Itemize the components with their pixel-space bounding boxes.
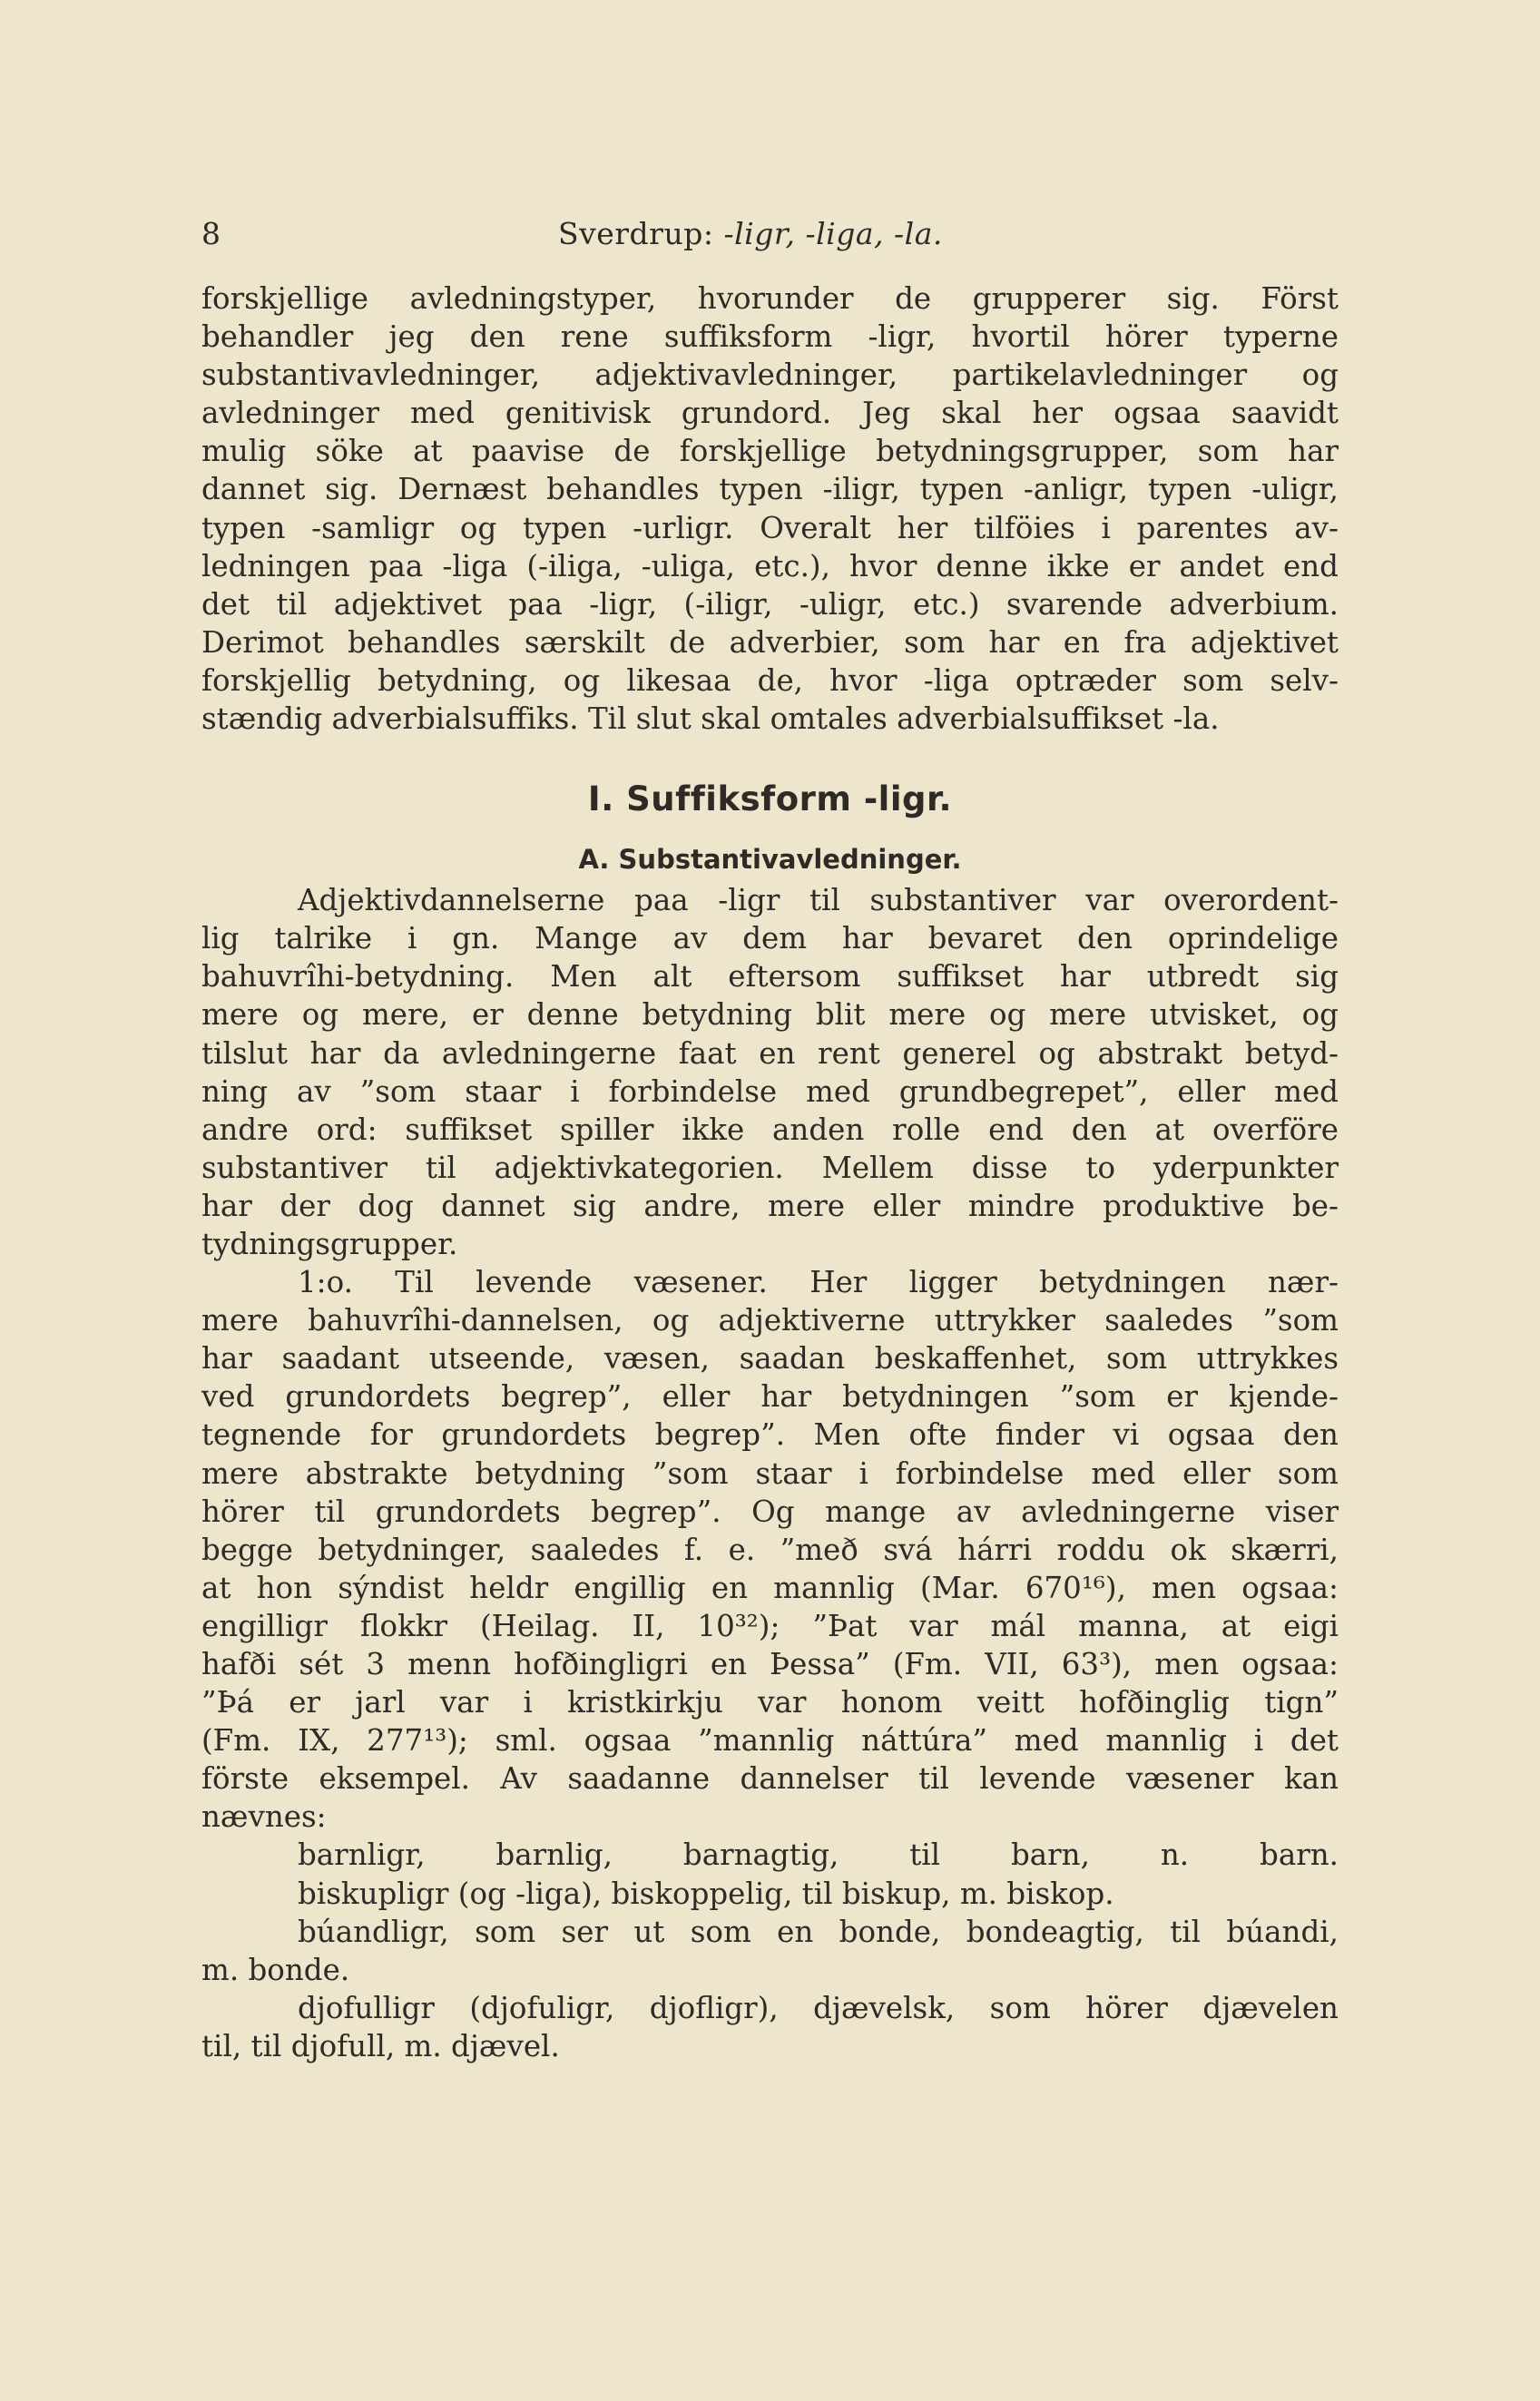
text-line: lig talrike i gn. Mange av dem har bevaret den oprindelige (201, 921, 1339, 956)
text-line: mere og mere, er denne betydning blit mere og mere utvisket, og (201, 997, 1339, 1033)
text-line: ”Þá er jarl var i kristkirkju var honom veitt hofðinglig tign” (201, 1685, 1339, 1720)
living-beings-paragraph (201, 1263, 1339, 1836)
substantive-paragraph (201, 881, 1339, 1263)
text-line: hörer til grundordets begrep”. Og mange av avledningerne viser (201, 1494, 1339, 1529)
text-line: förste eksempel. Av saadanne dannelser til levende væsener kan (201, 1761, 1339, 1797)
text-line: andre ord: suffikset spiller ikke anden rolle end den at overföre (201, 1112, 1339, 1147)
text-line: engilligr flokkr (Heilag. II, 10³²); ”Þat var mál manna, at eigi (201, 1608, 1339, 1643)
text-line: (Fm. IX, 277¹³); sml. ogsaa ”mannlig náttúra” med mannlig i det (201, 1723, 1339, 1759)
text-line: forskjellige avledningstyper, hvorunder de grupperer sig. Först (201, 281, 1339, 316)
text-line: hafði sét 3 menn hofðingligri en Þessa” (Fm. VII, 63³), men ogsaa: (201, 1647, 1339, 1681)
text-line: dannet sig. Dernæst behandles typen -iligr, typen -anligr, typen -uligr, (201, 472, 1339, 507)
text-line: nævnes: (201, 1799, 327, 1835)
header-suffixes: -ligr, -liga, -la. (723, 216, 943, 251)
example-entry: til, til djofull, m. djævel. (201, 2028, 560, 2063)
text-line: ning av ”som staar i forbindelse med grundbegrepet”, eller med (201, 1073, 1339, 1109)
page-number: 8 (201, 216, 221, 251)
header-author: Sverdrup: (558, 216, 714, 251)
examples-list (201, 1836, 1339, 2065)
intro-paragraph (201, 279, 1339, 738)
text-line: behandler jeg den rene suffiksform -ligr, hvortil hörer typerne (201, 319, 1339, 355)
text-line: bahuvrîhi-betydning. Men alt eftersom suffikset har utbredt sig (201, 959, 1339, 995)
text-line: at hon sýndist heldr engillig en mannlig (Mar. 670¹⁶), men ogsaa: (201, 1570, 1339, 1605)
example-entry: búandligr, som ser ut som en bonde, bondeagtig, til búandi, (298, 1914, 1339, 1949)
text-line: det til adjektivet paa -ligr, (-iligr, -uligr, etc.) svarende adverbium. (201, 586, 1339, 622)
example-entry: djofulligr (djofuligr, djofligr), djævelsk, som hörer djævelen (298, 1990, 1339, 2025)
text-line: mulig söke at paavise de forskjellige betydningsgrupper, som har (201, 434, 1339, 469)
running-header (201, 216, 1339, 256)
text-line: substantiver til adjektivkategorien. Mellem disse to yderpunkter (201, 1150, 1339, 1185)
text-column (201, 279, 1339, 2065)
text-line: Adjektivdannelserne paa -ligr til substantiver var overordent- (298, 883, 1339, 918)
text-line: har der dog dannet sig andre, mere eller mindre produktive be- (201, 1188, 1339, 1223)
text-line: 1:o. Til levende væsener. Her ligger betydningen nær- (298, 1265, 1339, 1300)
text-line: tilslut har da avledningerne faat en rent generel og abstrakt betyd- (201, 1035, 1339, 1071)
example-entry: m. bonde. (201, 1952, 350, 1987)
text-line: stændig adverbialsuffiks. Til slut skal omtales adverbialsuffikset -la. (201, 701, 1220, 737)
text-line: tydningsgrupper. (201, 1226, 458, 1261)
example-entry: biskupligr (og -liga), biskoppelig, til biskup, m. biskop. (298, 1876, 1114, 1911)
text-line: substantivavledninger, adjektivavledninger, partikelavledninger og (201, 358, 1339, 393)
example-entry: barnligr, barnlig, barnagtig, til barn, n. barn. (298, 1838, 1339, 1873)
text-line: begge betydninger, saaledes f. e. ”með svá hárri roddu ok skærri, (201, 1532, 1339, 1567)
section-heading: I. Suffiksform -ligr. (587, 779, 953, 819)
text-line: forskjellig betydning, og likesaa de, hvor -liga optræder som selv- (201, 662, 1339, 698)
text-line: tegnende for grundordets begrep”. Men ofte finder vi ogsaa den (201, 1417, 1339, 1453)
text-line: mere bahuvrîhi-dannelsen, og adjektiverne uttrykker saaledes ”som (201, 1303, 1339, 1338)
text-line: Derimot behandles særskilt de adverbier, som har en fra adjektivet (201, 624, 1339, 660)
subsection-heading: A. Substantivavledninger. (578, 844, 962, 876)
text-line: ledningen paa -liga (-iliga, -uliga, etc.), hvor denne ikke er andet end (201, 548, 1339, 583)
header-title (558, 216, 943, 251)
text-line: har saadant utseende, væsen, saadan beskaffenhet, som uttrykkes (201, 1341, 1339, 1377)
text-line: mere abstrakte betydning ”som staar i forbindelse med eller som (201, 1455, 1339, 1491)
text-line: typen -samligr og typen -urligr. Overalt her tilföies i parentes av- (201, 510, 1339, 545)
text-line: ved grundordets begrep”, eller har betydningen ”som er kjende- (201, 1379, 1339, 1415)
text-line: avledninger med genitivisk grundord. Jeg skal her ogsaa saavidt (201, 396, 1339, 431)
